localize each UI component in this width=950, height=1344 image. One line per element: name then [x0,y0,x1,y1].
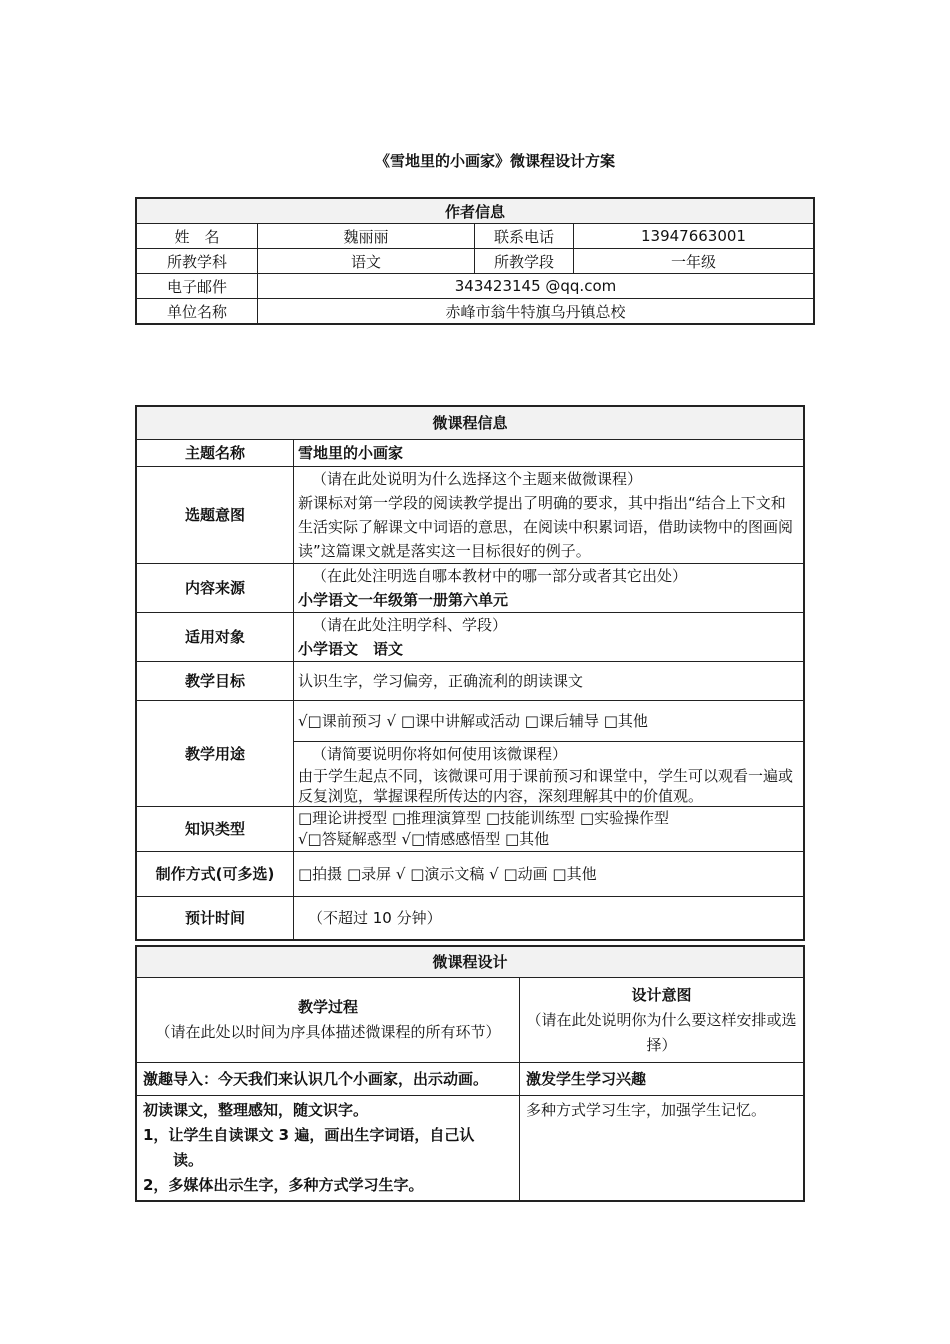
process-note: （请在此处以时间为序具体描述微课程的所有环节） [155,1023,501,1041]
intent-note: （请在此处说明为什么选择这个主题来做微课程） [312,470,643,488]
micro-info-header: 微课程信息 [136,406,804,440]
source-text: 小学语文一年级第一册第六单元 [298,591,509,609]
author-info-table [135,197,815,325]
audience-label: 适用对象 [136,613,294,662]
design-row-2-intent: 多种方式学习生字，加强学生记忆。 [520,1096,805,1202]
use-text: 由于学生起点不同，该微课可用于课前预习和课堂中，学生可以观看一遍或反复浏览，掌握课程所传达的内容，深刻理解其中的价值观。 [298,767,794,805]
topic-value: 雪地里的小画家 [294,440,805,467]
knowledge-type-line2: √□答疑解惑型 √□情感感悟型 □其他 [298,830,550,848]
design-row-1-process: 激趣导入：今天我们来认识几个小画家，出示动画。 [136,1063,520,1096]
audience-text: 小学语文 语文 [298,640,404,658]
stage-label: 所教学段 [475,249,574,274]
time-label: 预计时间 [136,897,294,941]
subject-value: 语文 [258,249,475,274]
micro-course-design-table [135,945,805,1202]
source-label: 内容来源 [136,564,294,613]
author-info-header: 作者信息 [136,198,814,224]
design-row-2-process-2: 1，让学生自读课文 3 遍，画出生字词语，自己认 [143,1126,475,1144]
unit-label: 单位名称 [136,299,258,325]
process-title: 教学过程 [297,998,358,1016]
audience-note: （请在此处注明学科、学段） [312,616,508,634]
design-intent-title: 设计意图 [631,985,692,1004]
time-text: （不超过 10 分钟） [294,897,805,941]
unit-value: 赤峰市翁牛特旗乌丹镇总校 [258,299,815,325]
goal-label: 教学目标 [136,662,294,701]
source-note: （在此处注明选自哪本教材中的哪一部分或者其它出处） [312,567,688,585]
make-method-label: 制作方式(可多选) [136,852,294,897]
use-options: √□课前预习 √ □课中讲解或活动 □课后辅导 □其他 [294,701,805,742]
knowledge-type-label: 知识类型 [136,807,294,852]
subject-label: 所教学科 [136,249,258,274]
stage-value: 一年级 [574,249,815,274]
design-header: 微课程设计 [136,946,804,978]
use-label: 教学用途 [136,701,294,807]
micro-course-info-table [135,405,805,941]
name-value: 魏丽丽 [258,224,475,249]
design-row-2-process-3: 2，多媒体出示生字，多种方式学习生字。 [143,1176,424,1194]
knowledge-type-line1: □理论讲授型 □推理演算型 □技能训练型 □实验操作型 [298,809,669,827]
design-intent-note: （请在此处说明你为什么要这样安排或选择） [526,1010,797,1054]
topic-label: 主题名称 [136,440,294,467]
design-row-2-process-2b: 读。 [173,1151,204,1169]
design-row-2-process-1: 初读课文，整理感知，随文识字。 [143,1101,369,1119]
document-title: 《雪地里的小画家》微课程设计方案 [374,152,615,170]
use-note: （请简要说明你将如何使用该微课程） [312,745,568,763]
phone-value: 13947663001 [574,224,815,249]
design-row-1-intent: 激发学生学习兴趣 [520,1063,805,1096]
intent-label: 选题意图 [136,467,294,564]
make-method-options: □拍摄 □录屏 √ □演示文稿 √ □动画 □其他 [294,852,805,897]
email-label: 电子邮件 [136,274,258,299]
goal-text: 认识生字，学习偏旁，正确流利的朗读课文 [294,662,805,701]
email-value: 343423145 @qq.com [258,274,815,299]
name-label: 姓 名 [136,224,258,249]
phone-label: 联系电话 [475,224,574,249]
intent-text: 新课标对第一学段的阅读教学提出了明确的要求，其中指出“结合上下文和生活实际了解课文中词语的意思，在阅读中积累词语，借助读物中的图画阅读”这篇课文就是落实这一目标很好的例子。 [298,494,794,560]
